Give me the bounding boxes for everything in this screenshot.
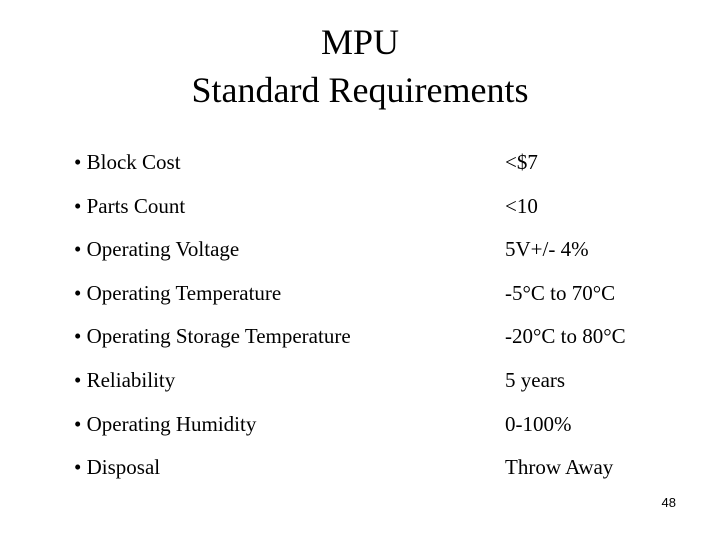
requirement-label: • Operating Storage Temperature <box>74 324 351 349</box>
requirement-row-storage-temperature <box>74 318 694 362</box>
requirement-value: <10 <box>505 193 538 218</box>
requirement-value: -20°C to 80°C <box>505 324 626 349</box>
requirement-label: • Disposal <box>74 455 161 480</box>
requirement-label: • Block Cost <box>74 150 181 174</box>
requirement-label: • Reliability <box>74 367 176 392</box>
requirement-row-operating-voltage <box>74 231 694 275</box>
requirement-value: 0-100% <box>505 411 572 436</box>
requirement-value: 5V+/- 4% <box>505 237 589 262</box>
requirements-list <box>74 144 694 493</box>
requirement-row-parts-count <box>74 188 694 232</box>
requirement-label: • Operating Humidity <box>74 411 257 436</box>
requirement-label: • Operating Temperature <box>74 280 282 305</box>
requirement-label: • Parts Count <box>74 193 186 218</box>
requirement-row-block-cost <box>74 144 694 188</box>
requirement-value: -5°C to 70°C <box>505 280 616 305</box>
requirement-row-operating-humidity <box>74 406 694 450</box>
slide-title-line-1: MPU <box>320 22 400 62</box>
requirement-row-disposal <box>74 449 694 493</box>
requirement-value: Throw Away <box>505 455 614 480</box>
requirement-row-reliability <box>74 362 694 406</box>
slide-title-line-2: Standard Requirements <box>191 70 529 110</box>
requirement-row-operating-temperature <box>74 275 694 319</box>
requirement-value: 5 years <box>505 367 566 392</box>
requirement-label: • Operating Voltage <box>74 237 240 262</box>
slide-title <box>0 18 720 114</box>
requirement-value: <$7 <box>505 150 538 174</box>
page-number: 48 <box>661 495 676 510</box>
